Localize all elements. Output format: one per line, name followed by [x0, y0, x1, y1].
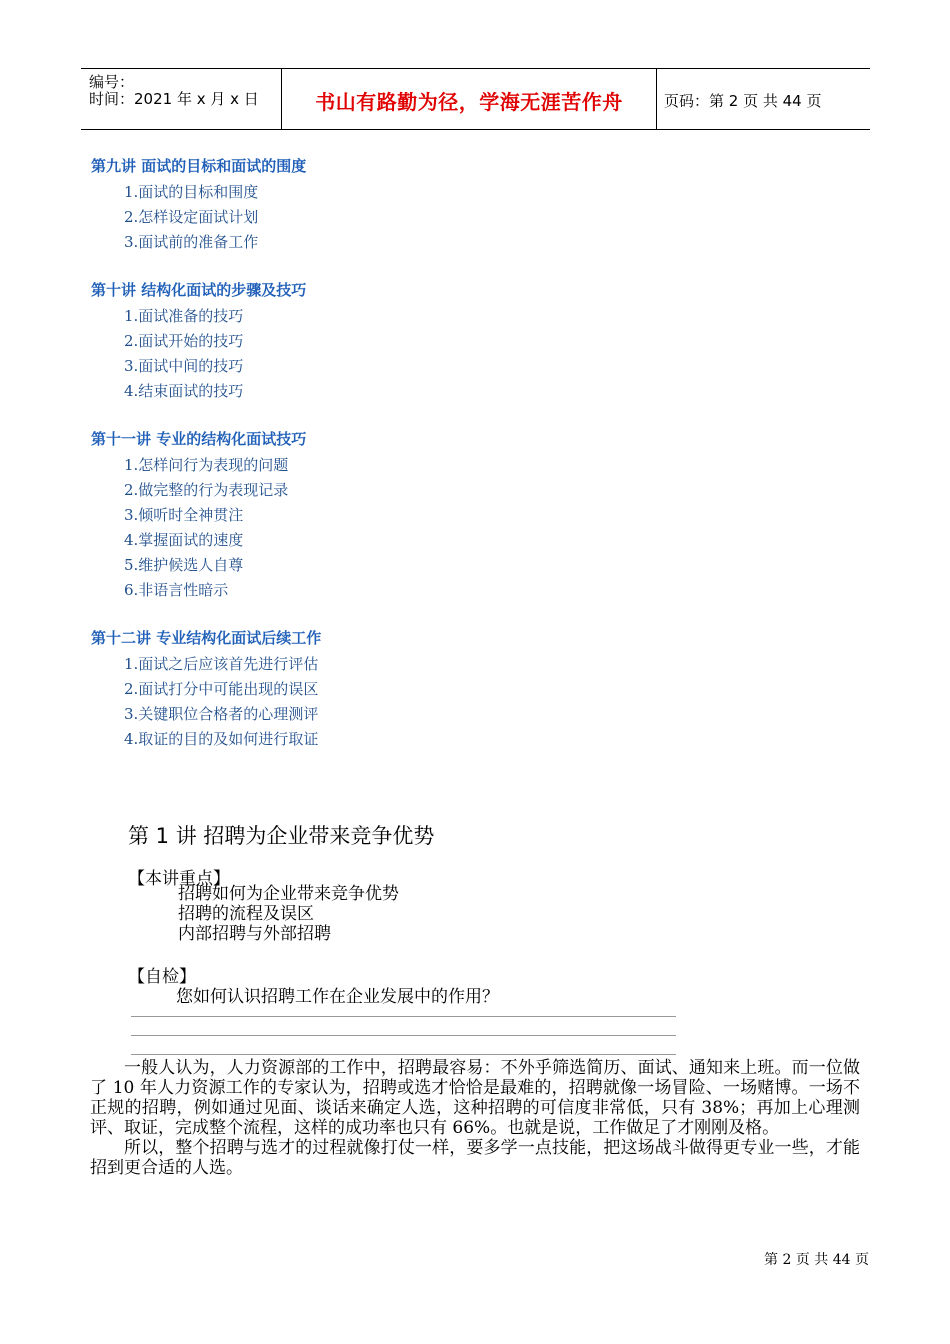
header-motto-cell — [281, 69, 657, 129]
toc-item[interactable]: 4.掌握面试的速度 — [124, 531, 244, 549]
toc-section — [91, 627, 691, 752]
lecture-body — [90, 1058, 860, 1178]
toc-item[interactable]: 6.非语言性暗示 — [124, 581, 229, 599]
page-header — [81, 68, 870, 130]
key-points-label: 【本讲重点】 — [128, 869, 230, 889]
toc-section-title[interactable]: 第十一讲 专业的结构化面试技巧 — [91, 430, 307, 448]
header-page-cell — [656, 69, 870, 129]
toc-item[interactable]: 1.怎样问行为表现的问题 — [124, 456, 289, 474]
toc-item[interactable]: 2.面试开始的技巧 — [124, 332, 244, 350]
toc-section-title[interactable]: 第九讲 面试的目标和面试的围度 — [91, 157, 307, 175]
key-points-list — [178, 884, 399, 944]
toc-item[interactable]: 3.倾听时全神贯注 — [124, 506, 244, 524]
self-check-label: 【自检】 — [128, 967, 196, 987]
toc-section-title[interactable]: 第十二讲 专业结构化面试后续工作 — [91, 629, 322, 647]
self-check-question: 您如何认识招聘工作在企业发展中的作用？ — [176, 987, 499, 1007]
toc-item[interactable]: 3.面试中间的技巧 — [124, 357, 244, 375]
toc-section — [91, 155, 691, 255]
page-footer: 第 2 页 共 44 页 — [764, 1252, 869, 1268]
toc-item[interactable]: 3.面试前的准备工作 — [124, 233, 259, 251]
body-paragraph: 一般人认为，人力资源部的工作中，招聘最容易：不外乎筛选简历、面试、通知来上班。而一位做了 10 年人力资源工作的专家认为，招聘或选才恰恰是最难的，招聘就像一场冒险、一场赌博。一场不正规的招聘，例如通过见面、谈话来确定人选，这种招聘的可信度非常低，只有 38%；再加上心理测评、取证，完成整个流程，这样的成功率也只有 66%。也就是说，工作做足了才刚刚及格。 — [90, 1058, 860, 1138]
toc-section-title[interactable]: 第十讲 结构化面试的步骤及技巧 — [91, 281, 307, 299]
toc-section — [91, 279, 691, 404]
header-meta-cell — [81, 69, 281, 129]
key-point: 内部招聘与外部招聘 — [178, 924, 331, 944]
toc-item[interactable]: 2.做完整的行为表现记录 — [124, 481, 289, 499]
key-point: 招聘如何为企业带来竞争优势 — [178, 884, 399, 904]
toc-item[interactable]: 2.怎样设定面试计划 — [124, 208, 259, 226]
toc-item[interactable]: 3.关键职位合格者的心理测评 — [124, 705, 319, 723]
toc-item[interactable]: 5.维护候选人自尊 — [124, 556, 244, 574]
header-motto: 书山有路勤为径，学海无涯苦作舟 — [315, 90, 623, 114]
toc-item[interactable]: 1.面试的目标和围度 — [124, 183, 259, 201]
key-point: 招聘的流程及误区 — [178, 904, 314, 924]
toc-item[interactable]: 4.结束面试的技巧 — [124, 382, 244, 400]
toc-item[interactable]: 1.面试准备的技巧 — [124, 307, 244, 325]
table-of-contents — [91, 155, 691, 776]
doc-date-label: 时间：2021 年 x 月 x 日 — [89, 90, 259, 108]
doc-number-label: 编号： — [89, 73, 135, 91]
header-page-number: 页码：第 2 页 共 44 页 — [664, 92, 822, 110]
answer-line[interactable] — [131, 1035, 676, 1036]
body-paragraph: 所以，整个招聘与选才的过程就像打仗一样，要多学一点技能，把这场战斗做得更专业一些，才能招到更合适的人选。 — [90, 1138, 860, 1178]
toc-section — [91, 428, 691, 603]
toc-item[interactable]: 2.面试打分中可能出现的误区 — [124, 680, 319, 698]
answer-line[interactable] — [131, 1054, 676, 1055]
toc-item[interactable]: 1.面试之后应该首先进行评估 — [124, 655, 319, 673]
toc-item[interactable]: 4.取证的目的及如何进行取证 — [124, 730, 319, 748]
lecture-title: 第 1 讲 招聘为企业带来竞争优势 — [128, 824, 435, 848]
answer-line[interactable] — [131, 1016, 676, 1017]
